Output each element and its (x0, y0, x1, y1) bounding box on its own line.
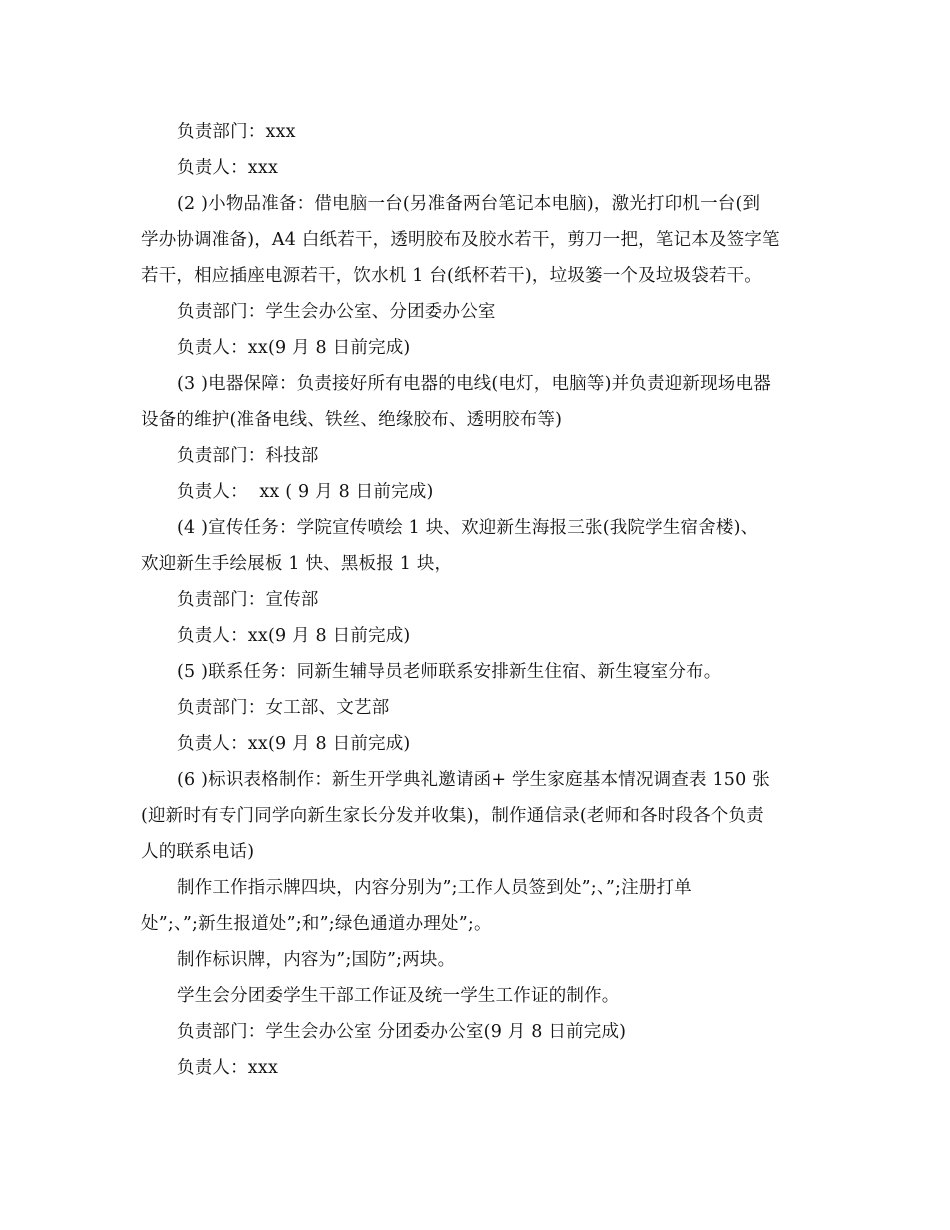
text-line: 制作标识牌，内容为”;国防”;两块。 (177, 950, 456, 970)
text-line: (3 )电器保障：负责接好所有电器的电线(电灯，电脑等)并负责迎新现场电器 (177, 374, 771, 394)
text-line: 学生会分团委学生干部工作证及统一学生工作证的制作。 (177, 986, 620, 1006)
text-line: 学办协调准备)，A4 白纸若干，透明胶布及胶水若干，剪刀一把，笔记本及签字笔 (141, 230, 780, 250)
text-line: 负责人： xx ( 9 月 8 日前完成) (177, 482, 434, 502)
text-line: 负责人：xxx (177, 1058, 279, 1078)
text-line: 人的联系电话) (141, 842, 255, 862)
text-line: 负责人：xx(9 月 8 日前完成) (177, 734, 411, 754)
document-body (141, 114, 821, 1086)
text-line: (5 )联系任务：同新生辅导员老师联系安排新生住宿、新生寝室分布。 (177, 662, 722, 682)
text-line: 负责部门：科技部 (177, 446, 319, 466)
text-line: 负责人：xx(9 月 8 日前完成) (177, 626, 411, 646)
text-line: (2 )小物品准备：借电脑一台(另准备两台笔记本电脑)，激光打印机一台(到 (177, 194, 761, 214)
text-line: (4 )宣传任务：学院宣传喷绘 1 块、欢迎新生海报三张(我院学生宿舍楼)、 (177, 518, 759, 538)
text-line: 设备的维护(准备电线、铁丝、绝缘胶布、透明胶布等) (141, 410, 563, 430)
text-line: 负责人：xx(9 月 8 日前完成) (177, 338, 411, 358)
text-line: 若干，相应插座电源若干，饮水机 1 台(纸杯若干)，垃圾篓一个及垃圾袋若干。 (141, 266, 763, 286)
text-line: 处”;、”;新生报道处”;和”;绿色通道办理处”;。 (141, 914, 492, 934)
text-line: 负责人：xxx (177, 158, 279, 178)
text-line: 负责部门：xxx (177, 122, 296, 142)
text-line: 欢迎新生手绘展板 1 快、黑板报 1 块， (141, 554, 453, 574)
text-line: 负责部门：宣传部 (177, 590, 319, 610)
text-line: 负责部门：学生会办公室、分团委办公室 (177, 302, 496, 322)
text-line: 负责部门：女工部、文艺部 (177, 698, 390, 718)
text-line: 制作工作指示牌四块，内容分别为”;工作人员签到处”;、”;注册打单 (177, 878, 692, 898)
text-line: 负责部门：学生会办公室 分团委办公室(9 月 8 日前完成) (177, 1022, 627, 1042)
text-line: (迎新时有专门同学向新生家长分发并收集)，制作通信录(老师和各时段各个负责 (141, 806, 764, 826)
text-line: (6 )标识表格制作：新生开学典礼邀请函+ 学生家庭基本情况调查表 150 张 (177, 770, 770, 790)
